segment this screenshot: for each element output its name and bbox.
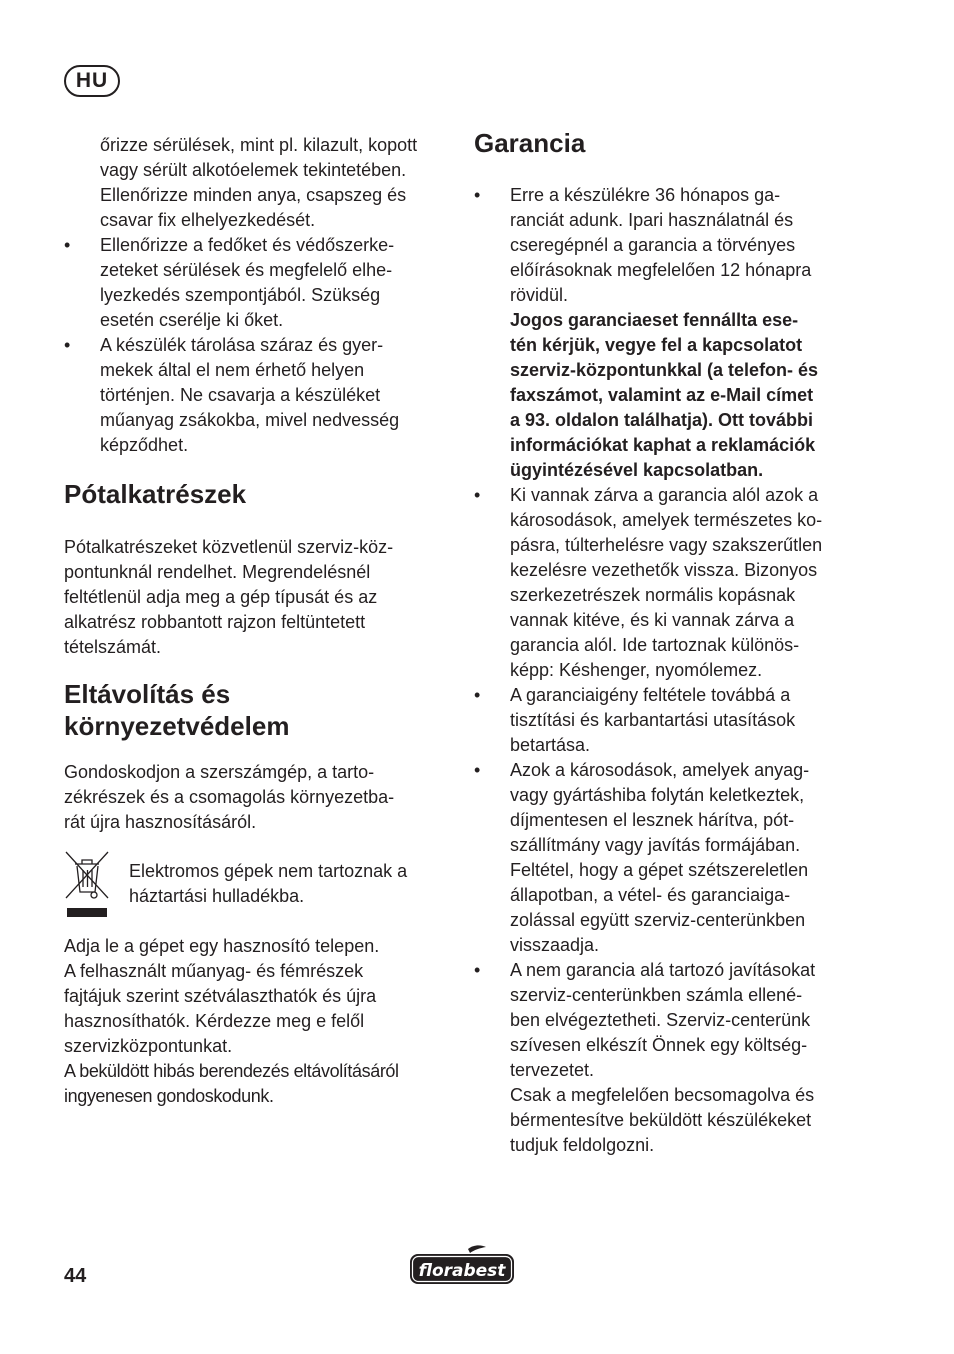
text-line: A felhasznált műanyag- és fémrészek bbox=[64, 961, 364, 981]
text-line: vagy gyártáshiba folytán keletkeztek, bbox=[510, 785, 805, 805]
text-line: előírásoknak megfelelően 12 hónapra bbox=[510, 260, 812, 280]
bullet: • bbox=[64, 235, 71, 255]
list-item bbox=[64, 233, 448, 333]
text-line: háztartási hulladékba. bbox=[129, 886, 305, 906]
text-line: ingyenesen gondoskodunk. bbox=[64, 1086, 274, 1106]
list-item bbox=[474, 758, 864, 958]
text-line: Elektromos gépek nem tartoznak a bbox=[129, 861, 408, 881]
text-line: fajtájuk szerint szétválaszthatók és újra bbox=[64, 986, 377, 1006]
bold-text-line: a 93. oldalon találhatja). Ott további bbox=[510, 410, 814, 430]
text-line: képződhet. bbox=[100, 435, 189, 455]
language-badge bbox=[64, 65, 120, 97]
list-item bbox=[474, 958, 864, 1158]
text-line: mekek által el nem érhető helyen bbox=[100, 360, 365, 380]
text-line: képp: Késhenger, nyomólemez. bbox=[510, 660, 763, 680]
text-line: pásra, túlterhelésre vagy szakszerűtlen bbox=[510, 535, 823, 555]
bullet: • bbox=[474, 485, 481, 505]
list-item bbox=[474, 483, 864, 683]
text-line: vannak kitéve, és ki vannak zárva a bbox=[510, 610, 795, 630]
text-line: szállítmány vagy javítás formájában. bbox=[510, 835, 801, 855]
bold-text-line: szerviz-központunkkal (a telefon- és bbox=[510, 360, 819, 380]
text-line: vagy sérült alkotóelemek tekintetében. bbox=[100, 160, 407, 180]
text-line: Ellenőrizze minden anya, csapszeg és bbox=[100, 185, 407, 205]
text-line: Csak a megfelelően becsomagolva és bbox=[510, 1085, 815, 1105]
section-heading-warranty: Garancia bbox=[474, 128, 586, 158]
text-line: Ellenőrizze a fedőket és védőszerke- bbox=[100, 235, 395, 255]
text-line: zeteket sérülések és megfelelő elhe- bbox=[100, 260, 393, 280]
list-item bbox=[64, 333, 448, 458]
text-line: cseregépnél a garancia a törvényes bbox=[510, 235, 796, 255]
text-line: alkatrész robbantott rajzon feltüntetett bbox=[64, 612, 366, 632]
text-line: műanyag zsákokba, mivel nedvesség bbox=[100, 410, 400, 430]
text-line: történjen. Ne csavarja a készüléket bbox=[100, 385, 381, 405]
bullet: • bbox=[474, 685, 481, 705]
bullet: • bbox=[474, 760, 481, 780]
spare-parts-paragraph bbox=[64, 535, 393, 660]
text-line: állapotban, a vétel- és garanciaiga- bbox=[510, 885, 791, 905]
text-line: szívesen elkészít Önnek egy költség- bbox=[510, 1035, 808, 1055]
text-line: hasznosíthatók. Kérdezze meg e felől bbox=[64, 1011, 365, 1031]
text-line: díjmentesen el lesznek hárítva, pót- bbox=[510, 810, 795, 830]
text-line: Erre a készülékre 36 hónapos ga- bbox=[510, 185, 781, 205]
disposal-details bbox=[64, 934, 399, 1109]
text-line: Gondoskodjon a szerszámgép, a tarto- bbox=[64, 762, 375, 782]
text-line: garancia alól. Ide tartoznak különös- bbox=[510, 635, 800, 655]
text-line: szervizközpontunkat. bbox=[64, 1036, 233, 1056]
bold-text-line: tén kérjük, vegye fel a kapcsolatot bbox=[510, 335, 803, 355]
text-line: ben elvégeztetheti. Szerviz-centerünk bbox=[510, 1010, 811, 1030]
disposal-paragraph bbox=[64, 760, 394, 835]
text-line: szerkezetrészek normális kopásnak bbox=[510, 585, 796, 605]
text-line: szerviz-centerünkben számla ellené- bbox=[510, 985, 803, 1005]
bullet: • bbox=[474, 960, 481, 980]
text-line: Adja le a gépet egy hasznosító telepen. bbox=[64, 936, 380, 956]
text-line: feltétlenül adja meg a gép típusát és az bbox=[64, 587, 378, 607]
text-line: csavar fix elhelyezkedését. bbox=[100, 210, 316, 230]
text-line: Pótalkatrészeket közvetlenül szerviz-köz- bbox=[64, 537, 394, 557]
text-line: A nem garancia alá tartozó javításokat bbox=[510, 960, 816, 980]
florabest-logo bbox=[408, 1244, 516, 1286]
text-line: tisztítási és karbantartási utasítások bbox=[510, 710, 796, 730]
text-line: Feltétel, hogy a gépet szétszereletlen bbox=[510, 860, 809, 880]
page-number: 44 bbox=[64, 1265, 87, 1287]
text-line: lyezkedés szempontjából. Szükség bbox=[100, 285, 381, 305]
heading-line: környezetvédelem bbox=[64, 711, 290, 741]
text-line: tudjuk feldolgozni. bbox=[510, 1135, 655, 1155]
intro-continuation bbox=[64, 133, 448, 233]
text-line: ranciát adunk. Ipari használatnál és bbox=[510, 210, 794, 230]
bullet: • bbox=[64, 335, 71, 355]
text-line: bérmentesítve beküldött készülékeket bbox=[510, 1110, 812, 1130]
text-line: visszaadja. bbox=[510, 935, 600, 955]
section-heading-spare-parts: Pótalkatrészek bbox=[64, 479, 247, 509]
text-line: rát újra hasznosításáról. bbox=[64, 812, 257, 832]
language-code: HU bbox=[75, 69, 109, 92]
text-line: esetén cserélje ki őket. bbox=[100, 310, 284, 330]
text-line: őrizze sérülések, mint pl. kilazult, kopott bbox=[100, 135, 418, 155]
svg-text:florabest: florabest bbox=[418, 1261, 506, 1281]
text-line: károsodások, amelyek természetes ko- bbox=[510, 510, 823, 530]
bullet: • bbox=[474, 185, 481, 205]
text-line: kezelésre vezethetők vissza. Bizonyos bbox=[510, 560, 818, 580]
text-line: tételszámát. bbox=[64, 637, 162, 657]
text-line: zolással együtt szerviz-centerünkben bbox=[510, 910, 806, 930]
text-line: Azok a károsodások, amelyek anyag- bbox=[510, 760, 810, 780]
crossed-out-wheelie-bin-icon bbox=[64, 850, 110, 920]
list-item bbox=[474, 183, 864, 483]
text-line: zékrészek és a csomagolás környezetba- bbox=[64, 787, 395, 807]
bold-text-line: ügyintézésével kapcsolatban. bbox=[510, 460, 764, 480]
text-line: rövidül. bbox=[510, 285, 569, 305]
text-line: Ki vannak zárva a garancia alól azok a bbox=[510, 485, 819, 505]
bold-text-line: információkat kaphat a reklamációk bbox=[510, 435, 816, 455]
text-line: pontunknál rendelhet. Megrendelésnél bbox=[64, 562, 371, 582]
text-line: A garanciaigény feltétele továbbá a bbox=[510, 685, 791, 705]
text-line: A beküldött hibás berendezés eltávolításáról bbox=[64, 1061, 399, 1081]
weee-notice bbox=[129, 859, 407, 909]
heading-line: Eltávolítás és bbox=[64, 679, 231, 709]
bold-text-line: faxszámot, valamint az e-Mail címet bbox=[510, 385, 814, 405]
text-line: betartása. bbox=[510, 735, 591, 755]
text-line: tervezetet. bbox=[510, 1060, 595, 1080]
list-item bbox=[474, 683, 864, 758]
section-heading-disposal bbox=[64, 678, 289, 742]
bold-text-line: Jogos garanciaeset fennállta ese- bbox=[510, 310, 799, 330]
text-line: A készülék tárolása száraz és gyer- bbox=[100, 335, 384, 355]
